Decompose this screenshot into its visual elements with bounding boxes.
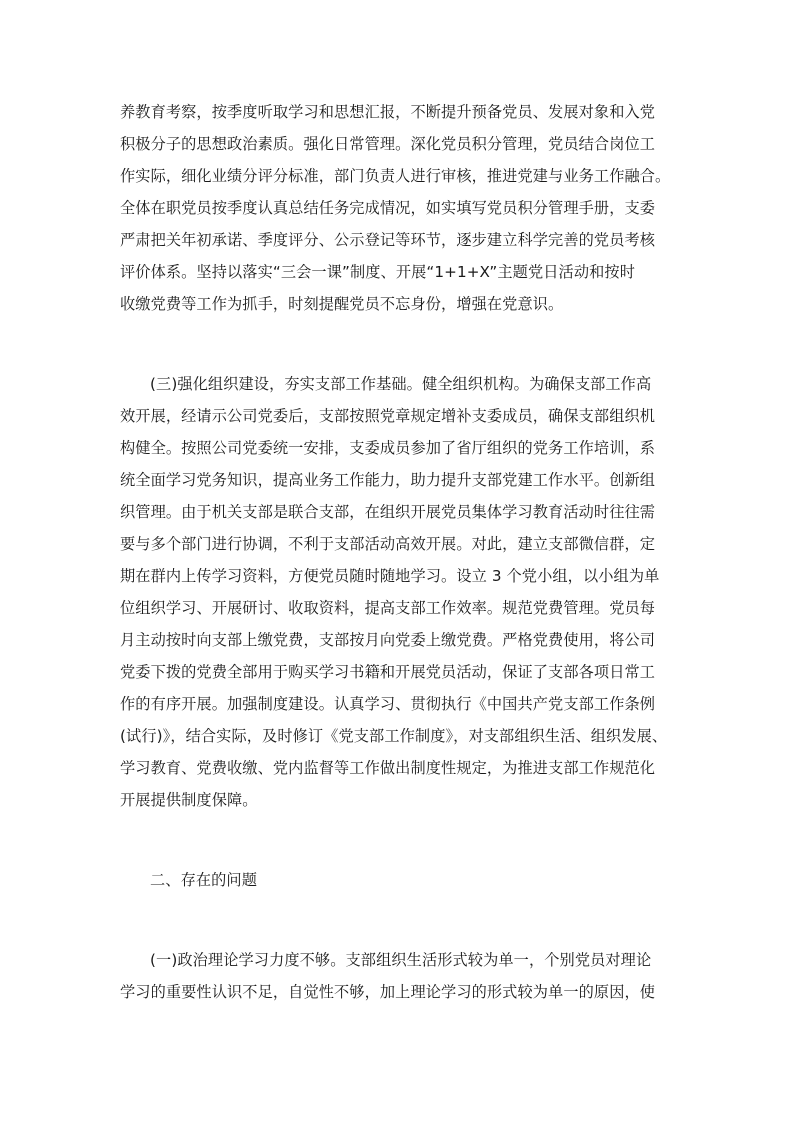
paragraph-2-line-4: 统全面学习党务知识，提高业务工作能力，助力提升支部党建工作水平。创新组 bbox=[120, 471, 656, 489]
paragraph-2-line-2: 效开展，经请示公司党委后，支部按照党章规定增补支委成员，确保支部组织机 bbox=[120, 407, 656, 425]
paragraph-2-line-7: 期在群内上传学习资料，方便党员随时随地学习。设立 3 个党小组，以小组为单 bbox=[120, 567, 660, 585]
paragraph-2-line-9: 月主动按时向支部上缴党费，支部按月向党委上缴党费。严格党费使用，将公司 bbox=[120, 631, 656, 649]
paragraph-2-line-10: 党委下拨的党费全部用于购买学习书籍和开展党员活动，保证了支部各项日常工 bbox=[120, 663, 656, 681]
paragraph-1-line-4: 全体在职党员按季度认真总结任务完成情况，如实填写党员积分管理手册，支委 bbox=[120, 199, 656, 217]
paragraph-2-line-8: 位组织学习、开展研讨、收取资料，提高支部工作效率。规范党费管理。党员每 bbox=[120, 599, 656, 617]
paragraph-2-line-14: 开展提供制度保障。 bbox=[120, 791, 258, 809]
paragraph-3-line-2: 学习的重要性认识不足，自觉性不够，加上理论学习的形式较为单一的原因，使 bbox=[120, 983, 656, 1001]
paragraph-1-line-2: 积极分子的思想政治素质。强化日常管理。深化党员积分管理，党员结合岗位工 bbox=[120, 135, 656, 153]
paragraph-2-line-13: 学习教育、党费收缴、党内监督等工作做出制度性规定，为推进支部工作规范化 bbox=[120, 759, 656, 777]
paragraph-1-line-7: 收缴党费等工作为抓手，时刻提醒党员不忘身份，增强在党意识。 bbox=[120, 295, 564, 313]
paragraph-3-line-1: (一)政治理论学习力度不够。支部组织生活形式较为单一，个别党员对理论 bbox=[150, 951, 652, 969]
paragraph-1-line-6: 评价体系。坚持以落实“三会一课”制度、开展“1+1+X”主题党日活动和按时 bbox=[120, 263, 635, 281]
paragraph-2-line-3: 构健全。按照公司党委统一安排，支委成员参加了省厅组织的党务工作培训，系 bbox=[120, 439, 656, 457]
paragraph-1-line-3: 作实际，细化业绩分评分标准，部门负责人进行审核，推进党建与业务工作融合。 bbox=[120, 167, 671, 185]
paragraph-2-line-6: 要与多个部门进行协调，不利于支部活动高效开展。对此，建立支部微信群，定 bbox=[120, 535, 656, 553]
section-heading: 二、存在的问题 bbox=[150, 871, 258, 889]
paragraph-2-line-5: 织管理。由于机关支部是联合支部，在组织开展党员集体学习教育活动时往往需 bbox=[120, 503, 656, 521]
paragraph-1-line-5: 严肃把关年初承诺、季度评分、公示登记等环节，逐步建立科学完善的党员考核 bbox=[120, 231, 656, 249]
paragraph-2-line-11: 作的有序开展。加强制度建设。认真学习、贯彻执行《中国共产党支部工作条例 bbox=[120, 695, 656, 713]
paragraph-2-line-1: (三)强化组织建设，夯实支部工作基础。健全组织机构。为确保支部工作高 bbox=[150, 375, 652, 393]
paragraph-1-line-1: 养教育考察，按季度听取学习和思想汇报，不断提升预备党员、发展对象和入党 bbox=[120, 103, 656, 121]
paragraph-2-line-12: (试行)》，结合实际，及时修订《党支部工作制度》，对支部组织生活、组织发展、 bbox=[120, 727, 668, 745]
